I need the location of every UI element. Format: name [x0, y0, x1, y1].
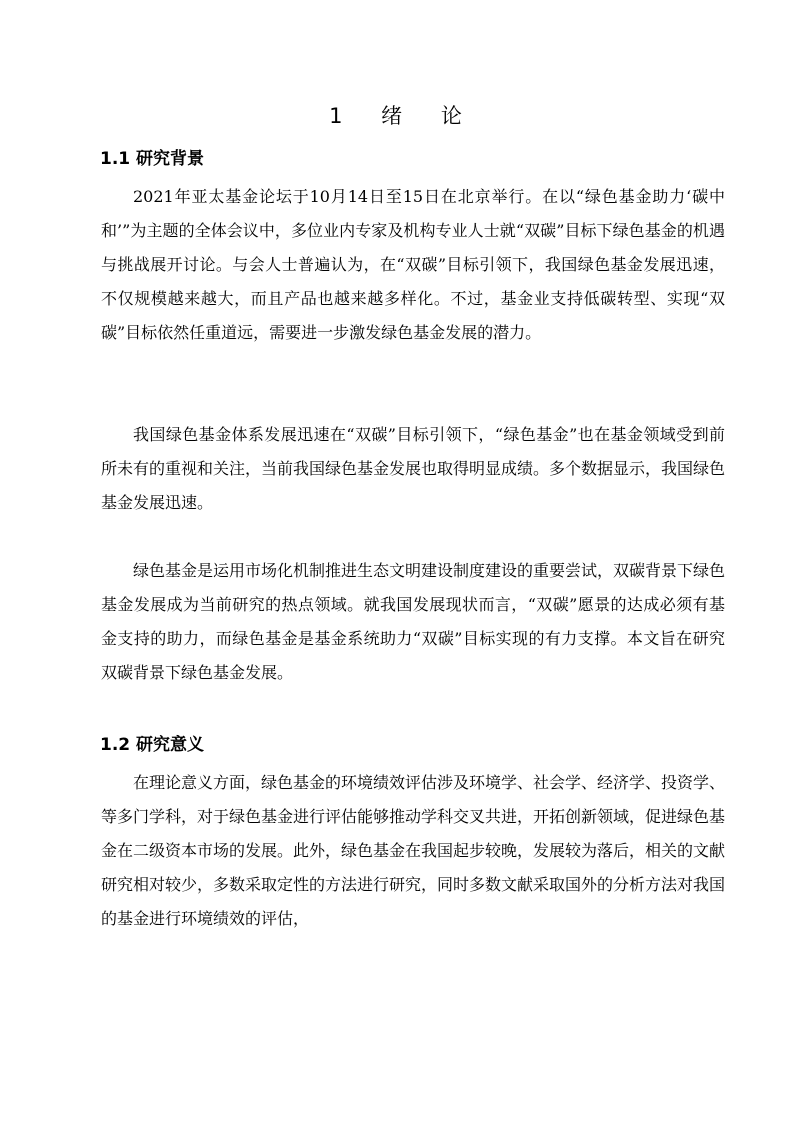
section-heading-significance: 1.2 研究意义 — [100, 735, 205, 755]
paragraph-background-2: 我国绿色基金体系发展迅速在“双碳”目标引领下，“绿色基金”也在基金领域受到前所未有的重视和关注，当前我国绿色基金发展也取得明显成绩。多个数据显示，我国绿色基金发展迅速。 — [101, 425, 726, 512]
paragraph-background-1: 2021年亚太基金论坛于10月14日至15日在北京举行。在以“绿色基金助力‘碳中和’”为主题的全体会议中，多位业内专家及机构专业人士就“双碳”目标下绿色基金的机遇与挑战展开讨论。与会人士普遍认为，在“双碳”目标引领下，我国绿色基金发展迅速，不仅规模越来越大，而且产品也越来越多样化。不过，基金业支持低碳转型、实现“双碳”目标依然任重道远，需要进一步激发绿色基金发展的潜力。 — [101, 187, 725, 342]
paragraph-background-3: 绿色基金是运用市场化机制推进生态文明建设制度建设的重要尝试，双碳背景下绿色基金发展成为当前研究的热点领域。就我国发展现状而言，“双碳”愿景的达成必须有基金支持的助力，而绿色基金是基金系统助力“双碳”目标实现的有力支撑。本文旨在研究双碳背景下绿色基金发展。 — [101, 561, 726, 682]
paragraph-significance-1: 在理论意义方面，绿色基金的环境绩效评估涉及环境学、社会学、经济学、投资学、等多门学科，对于绿色基金进行评估能够推动学科交叉共进，开拓创新领域，促进绿色基金在二级资本市场的发展。此外，绿色基金在我国起步较晚，发展较为落后，相关的文献研究相对较少，多数采取定性的方法进行研究，同时多数文献采取国外的分析方法对我国的基金进行环境绩效的评估， — [101, 773, 726, 928]
section-heading-background: 1.1 研究背景 — [100, 149, 205, 169]
chapter-title: 1 绪 论 — [329, 104, 464, 128]
